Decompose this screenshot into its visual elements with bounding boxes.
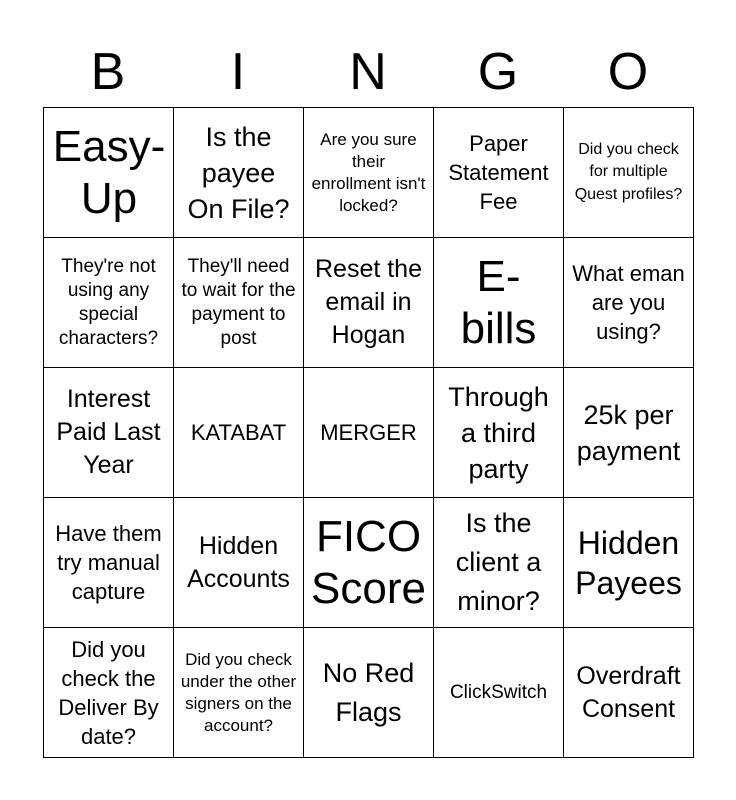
bingo-cell[interactable]: Paper Statement Fee	[434, 108, 564, 238]
header-letter-o: O	[607, 43, 649, 101]
bingo-cell[interactable]: Interest Paid Last Year	[44, 368, 174, 498]
bingo-row-2	[44, 238, 694, 368]
bingo-cell[interactable]: Through a third party	[434, 368, 564, 498]
bingo-cell[interactable]: No Red Flags	[304, 628, 434, 758]
bingo-cell[interactable]: Are you sure their enrollment isn't locked?	[304, 108, 434, 238]
bingo-cell[interactable]: Overdraft Consent	[564, 628, 694, 758]
bingo-cell[interactable]: Is the payee On File?	[174, 108, 304, 238]
bingo-cell[interactable]: What eman are you using?	[564, 238, 694, 368]
bingo-cell[interactable]: MERGER	[304, 368, 434, 498]
bingo-cell[interactable]: Easy-Up	[44, 108, 174, 238]
bingo-cell[interactable]: Reset the email in Hogan	[304, 238, 434, 368]
bingo-cell[interactable]: Did you check for multiple Quest profiles?	[564, 108, 694, 238]
header-letter-b: B	[90, 43, 126, 101]
bingo-cell[interactable]: 25k per payment	[564, 368, 694, 498]
bingo-cell[interactable]: FICO Score	[304, 498, 434, 628]
header-letter-n: N	[349, 43, 387, 101]
bingo-card	[43, 107, 694, 758]
bingo-cell[interactable]: Hidden Payees	[564, 498, 694, 628]
header-letter-i: I	[230, 43, 246, 101]
bingo-row-1	[44, 108, 694, 238]
bingo-row-4	[44, 498, 694, 628]
bingo-cell[interactable]: Hidden Accounts	[174, 498, 304, 628]
bingo-cell[interactable]: E-bills	[434, 238, 564, 368]
bingo-cell[interactable]: Did you check under the other signers on the account?	[174, 628, 304, 758]
bingo-cell[interactable]: Did you check the Deliver By date?	[44, 628, 174, 758]
bingo-cell[interactable]: KATABAT	[174, 368, 304, 498]
bingo-cell[interactable]: They'll need to wait for the payment to post	[174, 238, 304, 368]
bingo-cell[interactable]: Is the client a minor?	[434, 498, 564, 628]
bingo-row-5	[44, 628, 694, 758]
bingo-cell[interactable]: They're not using any special characters?	[44, 238, 174, 368]
bingo-cell[interactable]: Have them try manual capture	[44, 498, 174, 628]
bingo-row-3	[44, 368, 694, 498]
bingo-cell[interactable]: ClickSwitch	[434, 628, 564, 758]
bingo-header	[43, 40, 693, 104]
header-letter-g: G	[477, 43, 519, 101]
